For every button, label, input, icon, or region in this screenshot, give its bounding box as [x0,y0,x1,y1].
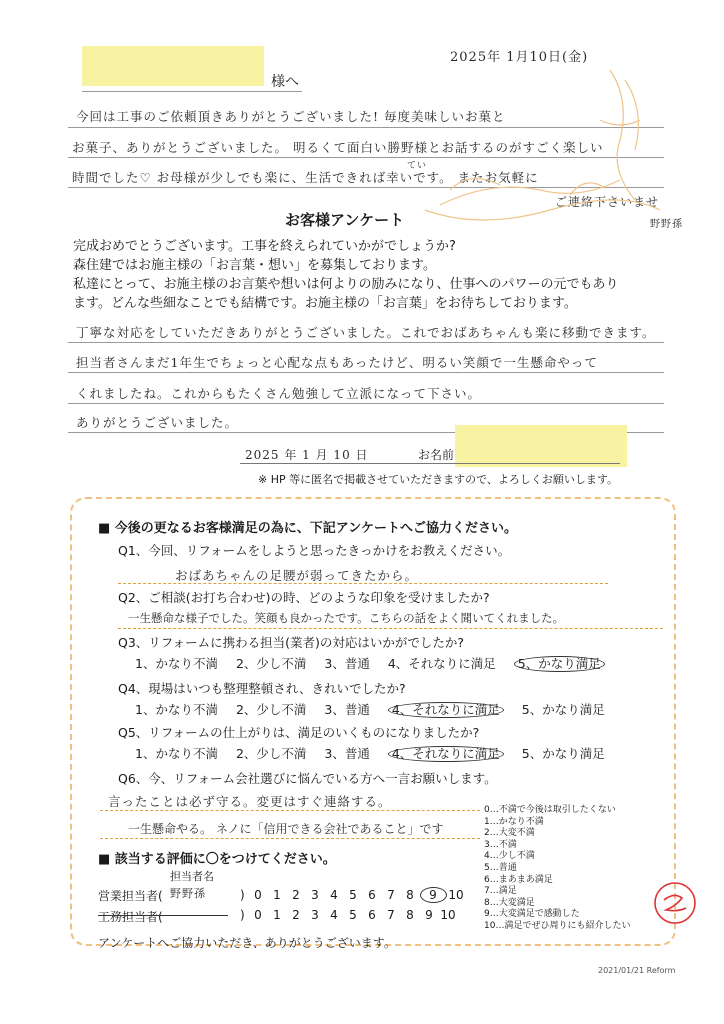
sales-score-selected[interactable]: 9 [420,887,447,903]
comment-line-3: くれましたね。これからもたくさん勉強して立派になって下さい。 [76,386,482,401]
q5-option-3[interactable]: 3、普通 [324,746,370,761]
q6-text: Q6、今、リフォーム会社選びに悩んでいる方へ一言お願いします。 [118,771,497,786]
thanks-text: アンケートへご協力いただき、ありがとうございます。 [98,936,396,950]
intro-line-2: 森住建ではお施主様の「お言葉・想い」を募集しております。 [73,258,436,273]
footer-version: 2021/01/21 Reform [598,966,676,975]
comment-line-2: 担当者さんまだ1年生でちょっと心配な点もあったけど、明るい笑顔で一生懸命やって [76,355,598,370]
decorative-sketch [420,60,670,230]
q4-option-5[interactable]: 5、かなり満足 [521,702,605,717]
q1-text: Q1、今回、リフォームをしようと思ったきっかけをお教えください。 [118,543,511,558]
sales-scale: ) 0 1 2 3 4 5 6 7 8 9 10 [240,888,464,902]
q2-text: Q2、ご相談(お打ち合わせ)の時、どのような印象を受けましたか? [118,590,490,605]
q1-answer: おばあちゃんの足腰が弱ってきたから。 [175,568,419,583]
q5-options [135,744,619,762]
recipient-suffix: 様へ [271,74,299,90]
q4-text: Q4、現場はいつも整理整頓され、きれいでしたか? [118,681,406,696]
letter-line-3: 時間でした♡ お母様が少しでも楽に、生活できれば幸いです。 またお気軽に [72,170,539,185]
works-label: 工務担当者( [98,910,163,924]
letter-date: 2025年 1月10日(金) [450,50,589,65]
sales-name: 野野孫 [170,887,206,900]
letter-closing: ご連絡下さいませ [555,195,660,209]
q4-option-1[interactable]: 1、かなり不満 [135,702,218,717]
sales-label: 営業担当者( [98,889,163,903]
q3-text: Q3、リフォームに携わる担当(業者)の対応はいかがでしたか? [118,635,465,650]
anon-note: ※ HP 等に匿名で掲載させていただきますので、よろしくお願いします。 [258,473,619,486]
comment-date: 2025 年 1 月 10 日 [245,448,369,462]
eval-heading: ■ 該当する評価に〇をつけてください。 [98,852,336,867]
letter-line-1: 今回は工事のご依頼頂きありがとうございました! 毎度美味しいお菓と [76,109,506,124]
q3-option-1[interactable]: 1、かなり不満 [135,656,218,671]
intro-line-4: ます。どんな些細なことでも結構です。お施主様の「お言葉」をお待ちしております。 [73,296,577,311]
q5-option-2[interactable]: 2、少し不満 [235,746,307,761]
q6-answer-2: 一生懸命やる。 ネノに「信用できる会社であること」です [128,822,444,836]
comment-line-1: 丁寧な対応をしていただきありがとうございました。これでおばあちゃんも楽に移動できます。 [76,325,656,340]
works-scale: ) 0 1 2 3 4 5 6 7 8 9 10 [240,908,456,922]
q4-option-2[interactable]: 2、少し不満 [235,702,307,717]
name-redaction [455,425,627,467]
intro-line-3: 私達にとって、お施主様のお言葉や想いは何よりの励みになり、仕事へのパワーの元でもあり [73,277,619,292]
survey-title: お客様アンケート [285,211,405,229]
q3-option-5[interactable]: 5、かなり満足 [514,656,605,672]
questionnaire-heading: ■ 今後の更なるお客様満足の為に、下記アンケートへご協力ください。 [98,521,518,536]
q5-option-5[interactable]: 5、かなり満足 [521,746,605,761]
recipient-redaction [82,46,264,86]
q3-options [135,654,619,672]
name-label: お名前 [418,448,455,462]
staff-label: 担当者名 [170,870,214,883]
q6-answer-1: 言ったことは必ず守る。変更はすぐ連絡する。 [108,794,392,809]
q3-option-4[interactable]: 4、それなりに満足 [387,656,496,671]
q3-option-3[interactable]: 3、普通 [324,656,370,671]
comment-line-4: ありがとうございました。 [76,415,239,430]
letter-signature: 野野孫 [650,219,683,230]
q4-option-4[interactable]: 4、それなりに満足 [388,702,504,718]
q5-option-1[interactable]: 1、かなり不満 [135,746,218,761]
stamp-mark [650,878,700,928]
q2-answer: 一生懸命な様子でした。笑顔も良かったです。こちらの話をよく聞いてくれました。 [128,611,565,625]
intro-line-1: 完成おめでとうございます。工事を終えられていかがでしょうか? [73,239,456,254]
q5-text: Q5、リフォームの仕上がりは、満足のいくものになりましたか? [118,725,480,740]
q5-option-4[interactable]: 4、それなりに満足 [388,746,504,762]
q4-options [135,700,619,718]
insert-mark: てい [407,161,428,171]
q3-option-2[interactable]: 2、少し不満 [235,656,307,671]
letter-line-2: お菓子、ありがとうございました。 明るくて面白い勝野様とお話するのがすごく楽しい [72,140,604,155]
q4-option-3[interactable]: 3、普通 [324,702,370,717]
rating-legend: 0…不満で今後は取引したくない 1…かなり不満 2…大変不満 3…不満 4…少し不満 5…普通 6…まあまあ満足 7…満足 8…大変満足 9…大変満足で感動した 10…満足でぜひ周りにも紹介したい [484,805,631,931]
